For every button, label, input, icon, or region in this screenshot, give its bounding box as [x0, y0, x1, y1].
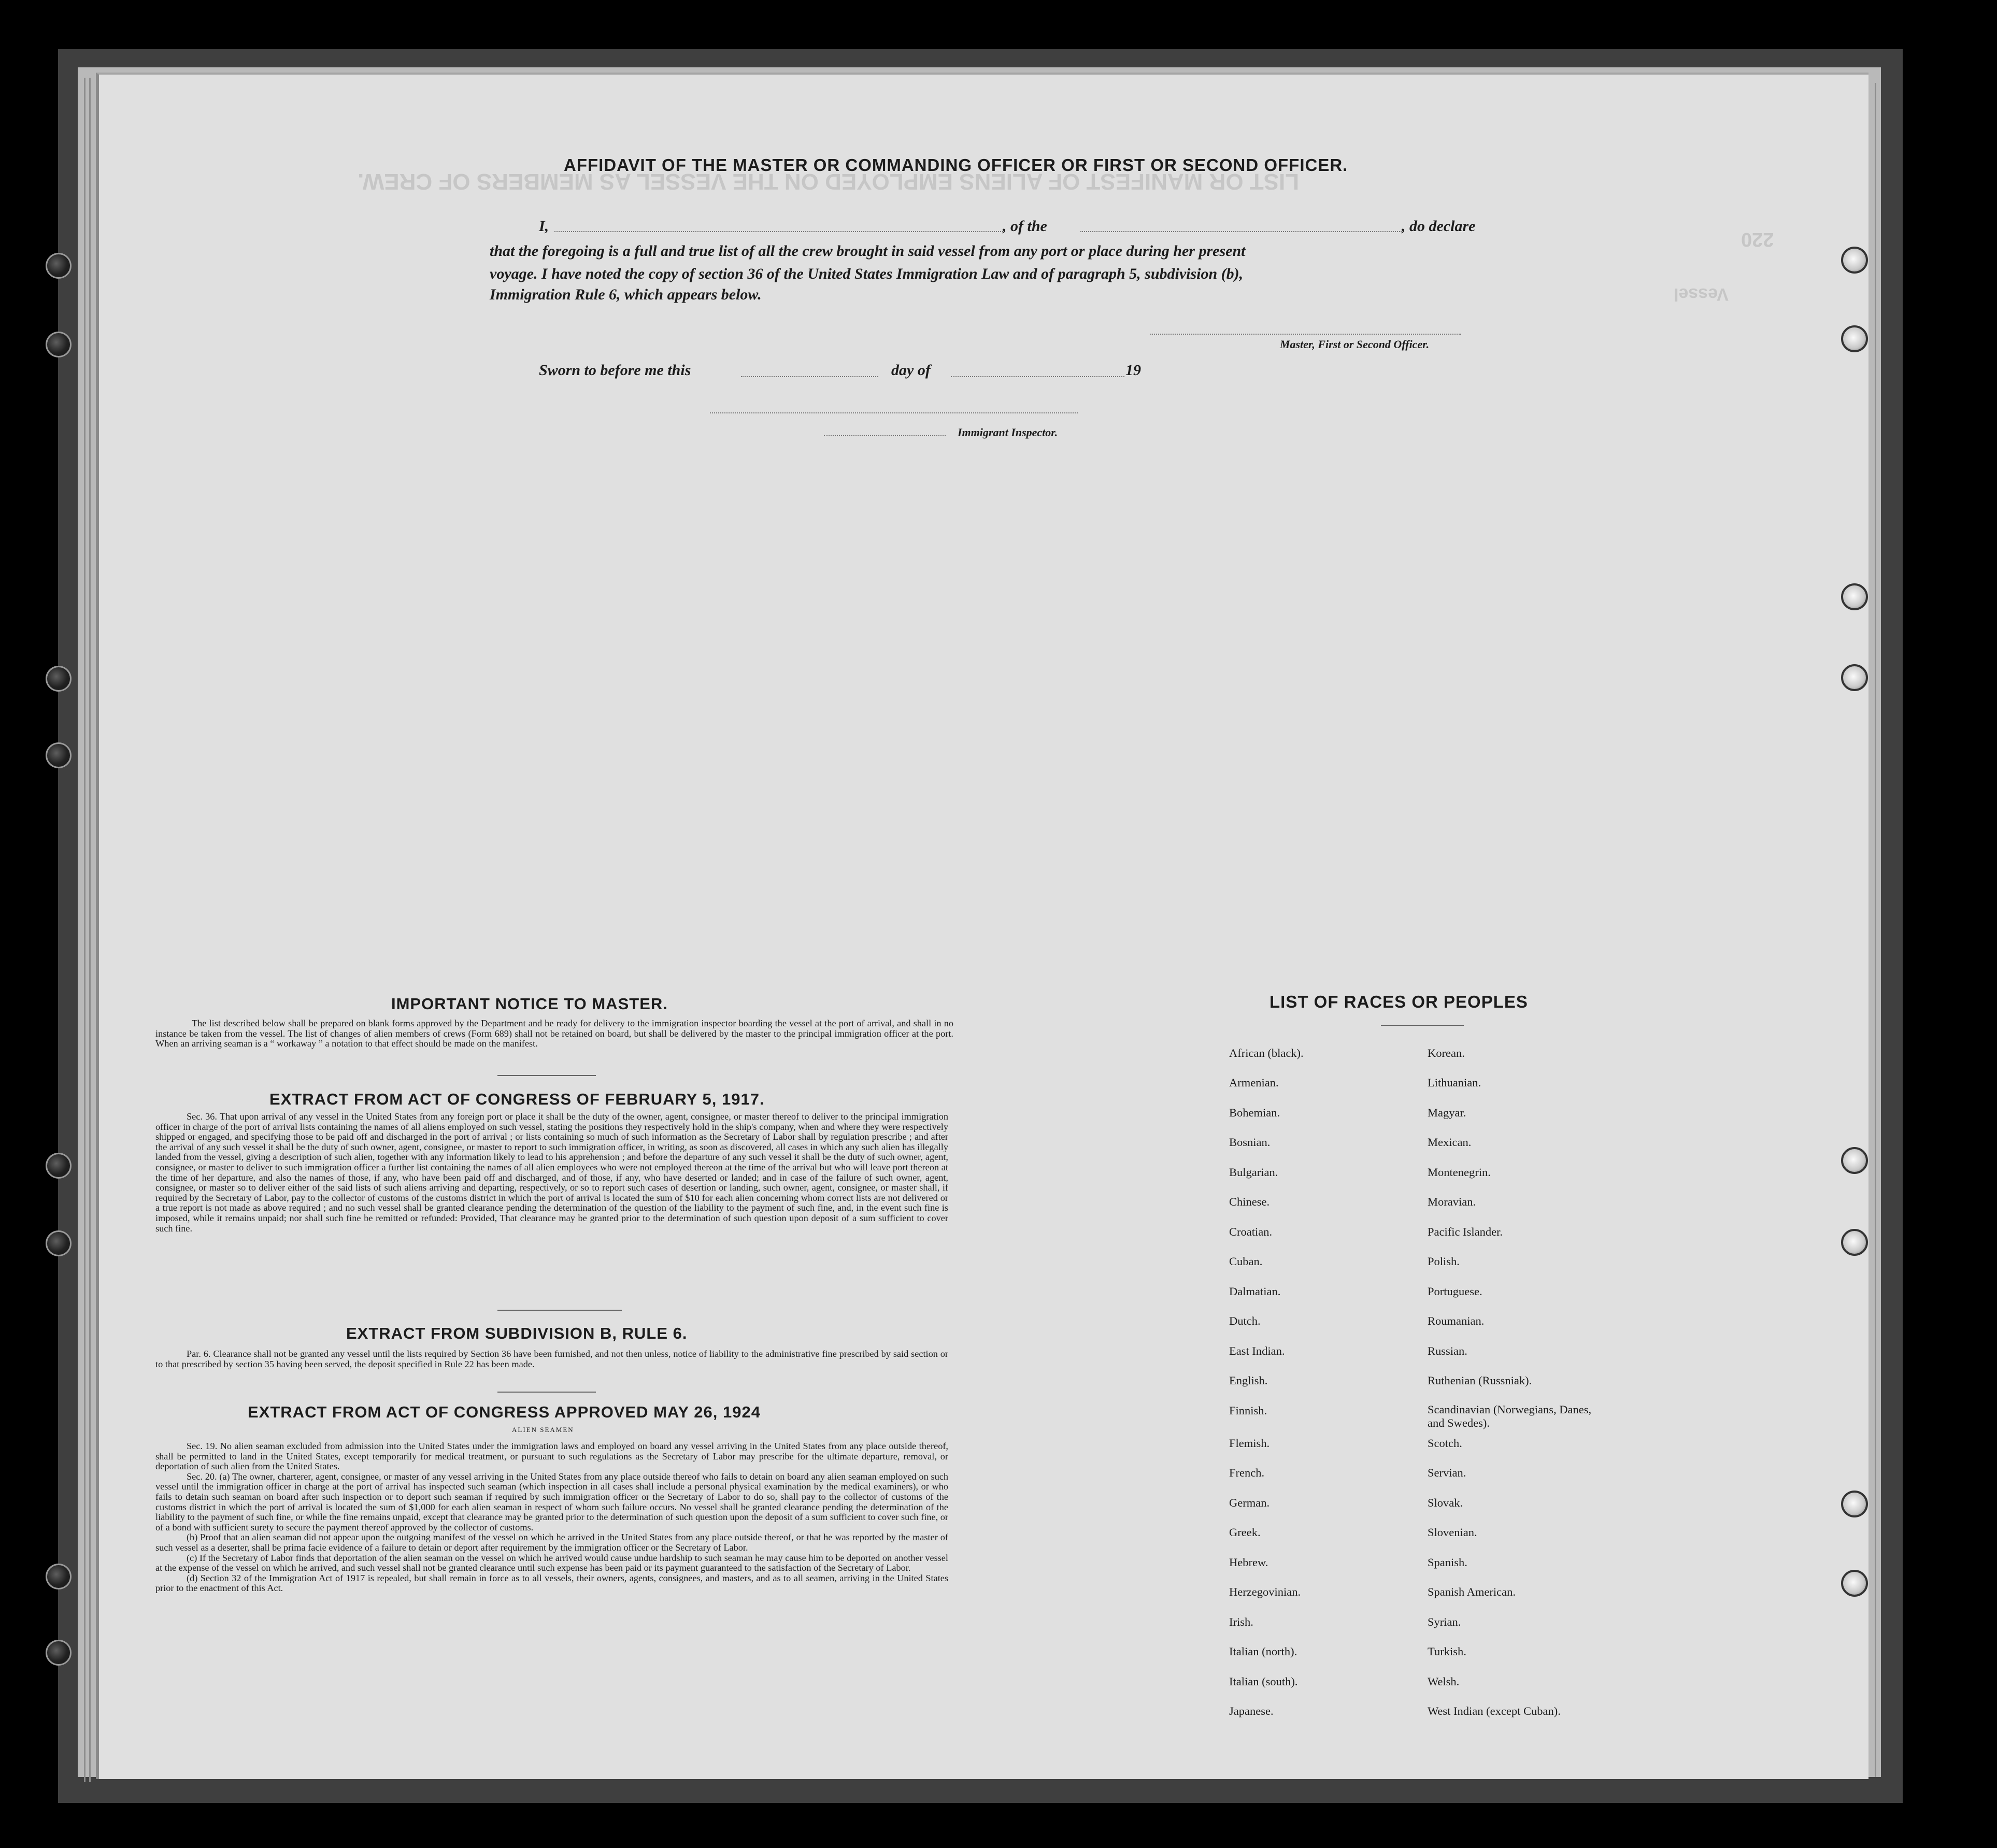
notice-heading: IMPORTANT NOTICE TO MASTER.	[391, 995, 668, 1013]
race-item: Italian (north).	[1229, 1645, 1297, 1658]
race-item: English.	[1229, 1374, 1268, 1387]
race-item: Servian.	[1428, 1466, 1466, 1479]
master-signature-line	[1150, 334, 1461, 335]
divider	[497, 1075, 596, 1076]
binder-hole	[46, 666, 72, 692]
binder-hole	[1841, 325, 1868, 352]
race-item: Magyar.	[1428, 1106, 1466, 1119]
race-item: Korean.	[1428, 1047, 1465, 1059]
act-1917-text	[155, 1112, 948, 1234]
inspector-caption: Immigrant Inspector.	[958, 426, 1058, 439]
race-item: Pacific Islander.	[1428, 1225, 1503, 1238]
binder-hole	[46, 742, 72, 768]
race-item: African (black).	[1229, 1047, 1304, 1059]
affidavit-of-the: , of the	[1003, 218, 1047, 235]
binder-hole	[1841, 664, 1868, 691]
race-item: Bohemian.	[1229, 1106, 1280, 1119]
race-item: West Indian (except Cuban).	[1428, 1704, 1561, 1717]
binder-hole	[1841, 1229, 1868, 1256]
race-item: Greek.	[1229, 1526, 1261, 1539]
race-item: Bosnian.	[1229, 1136, 1271, 1149]
name-blank	[554, 231, 1005, 232]
race-item: Turkish.	[1428, 1645, 1466, 1658]
race-item: Japanese.	[1229, 1704, 1274, 1717]
race-item: Spanish.	[1428, 1556, 1467, 1569]
notice-text	[155, 1019, 953, 1049]
affidavit-line4: Immigration Rule 6, which appears below.	[490, 286, 762, 303]
races-heading: LIST OF RACES OR PEOPLES	[1269, 992, 1528, 1011]
race-item: Bulgarian.	[1229, 1166, 1278, 1179]
race-item: Lithuanian.	[1428, 1076, 1481, 1089]
affidavit-line3: voyage. I have noted the copy of section 36 of the United States Immigration Law and of paragraph 5, subdivision (b),	[490, 265, 1244, 282]
race-item: Herzegovinian.	[1229, 1585, 1301, 1598]
act-1917-paragraph: Sec. 36. That upon arrival of any vessel in the United States from any foreign port or place it shall be the duty of the owner, agent, consignee, or master thereof to deliver to the principal immigration officer in charge of the port of arrival lists containing the names of all aliens employed on such vessel, stating the positions they respectively hold in the ship's company, when and where they were respectively shipped or engaged, and specifying those to be paid off and discharged in the port of arrival ; or lists containing so much of such information as the Secretary of Labor shall by regulation prescribe ; and after the arrival of any such vessel it shall be the duty of such owner, agent, consignee, or master to report to such immigration officer, in writing, as soon as discovered, all cases in which any such alien has illegally landed from the vessel, giving a description of such alien, together with any information likely to lead to his apprehension ; and before the departure of any such vessel it shall be the duty of such owner, agent, consignee, or master to deliver to such immigration officer a further list containing the names of all alien employees who were not employed thereon at the time of the arrival but who will leave port thereon at the time of her departure, and also the names of those, if any, who have been paid off and discharged, and of those, if any, who have deserted or landed; and in case of the failure of such owner, agent, consignee, or master so to deliver either of the said lists of such aliens arriving and departing, respectively, or so to report such cases of desertion or landing, such owner, agent, consignee, or master shall, if required by the Secretary of Labor, pay to the collector of customs of the customs district in which the port of arrival is located the sum of $10 for each alien concerning whom correct lists are not delivered or a true report is not made as above required ; and no such vessel shall be granted clearance pending the determination of the question of the liability to the payment of such fine, and, in the event such fine is imposed, while it remains unpaid; nor shall such fine be remitted or refunded: Provided, That clearance may be granted prior to the determination of such question upon deposit of a sum sufficient to cover such fine.	[155, 1111, 948, 1234]
race-item: Mexican.	[1428, 1136, 1472, 1149]
act-1924-paragraph: (c) If the Secretary of Labor finds that deportation of the alien seaman on the vessel on which he arrived would cause undue hardship to such seaman he may cause him to be deported on another vessel at the expense of the vessel on which he arrived, and such vessel shall not be granted clearance until such expense has been paid or its payment guaranteed to the satisfaction of the Secretary of Labor.	[155, 1552, 948, 1573]
page-edge	[84, 78, 85, 1782]
binder-hole	[46, 253, 72, 279]
binder-hole	[46, 1564, 72, 1589]
divider	[497, 1310, 622, 1311]
binder-hole	[46, 1640, 72, 1666]
affidavit-line2: that the foregoing is a full and true list of all the crew brought in said vessel from any port or place during her present	[490, 242, 1246, 260]
act-1924-paragraph: Sec. 19. No alien seaman excluded from admission into the United States under the immigration laws and employed on board any vessel arriving in the United States from any place outside thereof, shall be permitted to land in the United States, except temporarily for medical treatment, or pursuant to such regulations as the Secretary of Labor may prescribe for the ultimate departure, removal, or deportation of such alien from the United States.	[155, 1441, 948, 1472]
race-item: East Indian.	[1229, 1344, 1285, 1357]
sworn-day-blank	[741, 376, 878, 377]
act-1924-paragraph: Sec. 20. (a) The owner, charterer, agent, consignee, or master of any vessel arriving in the United States from any place outside thereof who fails to detain on board any alien seaman employed on such vessel until the immigration officer in charge at the port of arrival has inspected such seaman (which inspection in all cases shall include a personal physical examination by the medical examiners), or who fails to detain such seaman on board after such inspection or to deport such seaman if required by such immigration officer or the Secretary of Labor to do so, shall pay to the collector of customs of the customs district in which the port of arrival is located the sum of $1,000 for each alien seaman in respect of whom such failure occurs. No vessel shall be granted clearance pending the determination of the liability to the payment of such fine, or while the fine remains unpaid, except that clearance may be granted prior to the determination of such question upon the deposit of a sum sufficient to cover such fine, or of a bond with sufficient surety to secure the payment thereof approved by the collector of customs.	[155, 1471, 948, 1532]
race-item: Scotch.	[1428, 1437, 1462, 1450]
master-caption: Master, First or Second Officer.	[1280, 338, 1430, 351]
race-item: Slovak.	[1428, 1496, 1463, 1509]
race-item: Finnish.	[1229, 1404, 1267, 1417]
notice-paragraph: The list described below shall be prepared on blank forms approved by the Department and be ready for delivery to the immigration inspector boarding the vessel at the port of arrival, and shall in no instance be taken from the vessel. The list of changes of alien members of crews (Form 689) shall not be retained on board, but shall be delivered by the master to the principal immigration officer at the port. When an arriving seaman is a “ workaway ” a notation to that effect should be made on the manifest.	[155, 1018, 953, 1049]
binder-hole	[1841, 1491, 1868, 1517]
bleed-through-number: 220	[1741, 228, 1774, 250]
page-edge	[1875, 83, 1876, 1777]
divider	[497, 1392, 596, 1393]
race-item: Ruthenian (Russniak).	[1428, 1374, 1532, 1387]
race-item: Dalmatian.	[1229, 1285, 1281, 1298]
binder-hole	[1841, 1147, 1868, 1174]
rule6-paragraph: Par. 6. Clearance shall not be granted any vessel until the lists required by Section 36 have been furnished, and not then unless, notice of liability to the administrative fine prescribed by said section or to that prescribed by section 35 having been served, the deposit specified in Rule 22 has been made.	[155, 1349, 948, 1369]
rule6-text	[155, 1349, 948, 1369]
race-item: Chinese.	[1229, 1195, 1270, 1208]
race-item: German.	[1229, 1496, 1270, 1509]
divider	[1381, 1025, 1464, 1026]
race-item: Italian (south).	[1229, 1675, 1298, 1688]
binder-hole	[46, 1230, 72, 1256]
page-edge	[89, 78, 91, 1782]
binder-hole	[46, 332, 72, 357]
race-item: Welsh.	[1428, 1675, 1460, 1688]
day-of-label: day of	[891, 362, 931, 379]
act-1924-subheading: ALIEN SEAMEN	[512, 1426, 574, 1434]
race-item: Hebrew.	[1229, 1556, 1268, 1569]
race-item: Roumanian.	[1428, 1314, 1485, 1327]
act-1924-paragraph: (d) Section 32 of the Immigration Act of 1917 is repealed, but shall remain in force as to all vessels, their owners, agents, consignees, and masters, and as to all seamen, arriving in the United States prior to the enactment of this Act.	[155, 1572, 948, 1594]
race-item: Russian.	[1428, 1344, 1467, 1357]
race-item: French.	[1229, 1466, 1265, 1479]
binder-hole	[1841, 247, 1868, 274]
race-item: Scandinavian (Norwegians, Danes, and Swedes).	[1428, 1403, 1592, 1429]
race-item: Cuban.	[1229, 1255, 1263, 1268]
race-item: Armenian.	[1229, 1076, 1279, 1089]
binder-hole	[46, 1153, 72, 1179]
month-blank	[951, 376, 1124, 377]
vessel-blank	[1080, 231, 1402, 232]
bleed-through-vessel: Vessel	[1674, 284, 1729, 304]
race-item: Irish.	[1229, 1615, 1253, 1628]
act-1924-paragraph: (b) Proof that an alien seaman did not appear upon the outgoing manifest of the vessel on which he arrived in the United States from any place outside thereof, or that he was reported by the master of such vessel as a deserter, shall be prima facie evidence of a failure to detain or deport after requirement by the immigration officer or the Secretary of Labor.	[155, 1532, 948, 1553]
race-item: Dutch.	[1229, 1314, 1261, 1327]
race-item: Croatian.	[1229, 1225, 1273, 1238]
affidavit-i: I,	[539, 218, 549, 235]
race-item: Syrian.	[1428, 1615, 1461, 1628]
rule6-heading: EXTRACT FROM SUBDIVISION B, RULE 6.	[346, 1324, 688, 1342]
inspector-name-line	[824, 435, 946, 436]
sworn-label: Sworn to before me this	[539, 362, 691, 379]
act-1924-heading: EXTRACT FROM ACT OF CONGRESS APPROVED MAY 26, 1924	[248, 1403, 761, 1421]
bleed-through-title: LIST OR MANIFEST OF ALIENS EMPLOYED ON THE VESSEL AS MEMBERS OF CREW.	[358, 169, 1300, 194]
affidavit-declare: , do declare	[1402, 218, 1476, 235]
race-item: Flemish.	[1229, 1437, 1270, 1450]
act-1917-heading: EXTRACT FROM ACT OF CONGRESS OF FEBRUARY 5, 1917.	[269, 1090, 765, 1108]
race-item: Polish.	[1428, 1255, 1460, 1268]
race-item: Portuguese.	[1428, 1285, 1482, 1298]
binder-hole	[1841, 1570, 1868, 1597]
affidavit-heading: AFFIDAVIT OF THE MASTER OR COMMANDING OFFICER OR FIRST OR SECOND OFFICER.	[564, 155, 1348, 175]
act-1924-text	[155, 1441, 948, 1594]
race-item: Slovenian.	[1428, 1526, 1477, 1539]
race-item: Montenegrin.	[1428, 1166, 1491, 1179]
race-item: Spanish American.	[1428, 1585, 1516, 1598]
binder-hole	[1841, 583, 1868, 610]
inspector-signature-line	[710, 412, 1078, 413]
race-item: Moravian.	[1428, 1195, 1476, 1208]
year-prefix: 19	[1125, 362, 1141, 379]
